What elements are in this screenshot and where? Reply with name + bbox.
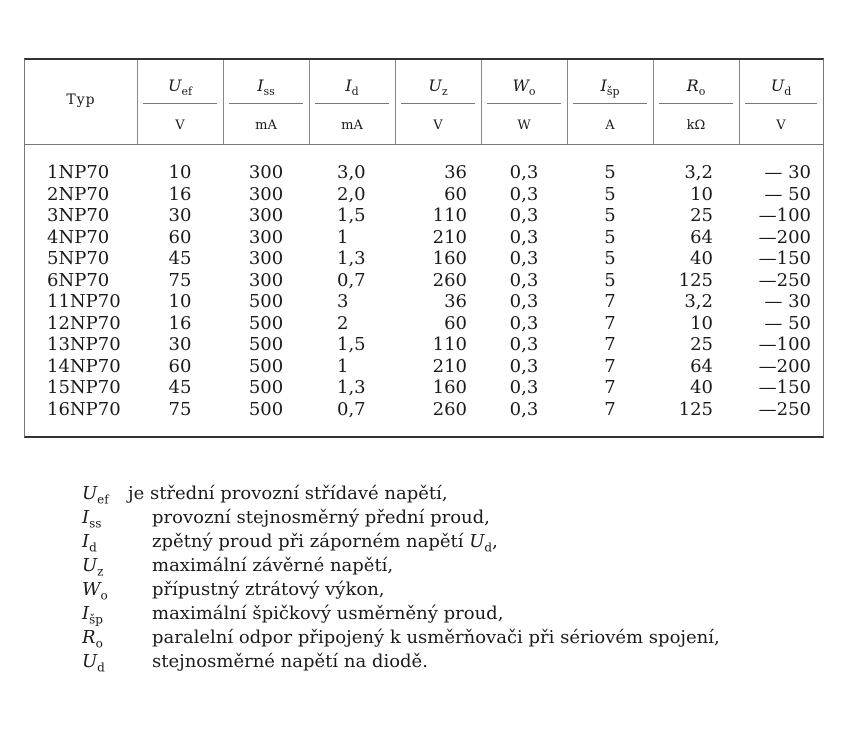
cell-type: 11NP70 [47, 291, 121, 312]
table-cell: — 50 [764, 183, 811, 205]
legend-description [152, 554, 393, 578]
table-cell: 40 [690, 248, 713, 269]
legend-symbol-subscript: d [89, 540, 97, 555]
table-row [25, 184, 825, 205]
column-symbol-letter: U [428, 76, 442, 95]
legend-item [82, 602, 842, 626]
legend-symbol-letter: I [82, 603, 90, 624]
table-cell: 10 [168, 162, 192, 183]
legend-inline-symbol-letter: U [469, 531, 485, 552]
table-cell: 0,3 [509, 291, 539, 312]
column-symbol [223, 75, 309, 97]
column-symbol-letter: U [167, 76, 182, 95]
column-symbol [481, 75, 567, 97]
column-symbol-subscript: o [698, 85, 706, 99]
table-cell: —250 [758, 269, 811, 291]
table-cell: 300 [248, 226, 284, 248]
table-cell: 5 [604, 269, 616, 291]
column-unit: kΩ [686, 118, 706, 133]
column-symbol [653, 75, 739, 97]
column-unit: V [776, 118, 786, 133]
legend-description [152, 626, 720, 650]
column-symbol [309, 75, 395, 97]
column-symbol [739, 75, 823, 97]
table-row [25, 399, 825, 420]
table-cell: 160 [432, 377, 467, 398]
legend-description [152, 650, 428, 674]
legend-description-text: maximální závěrné napětí, [152, 555, 394, 576]
legend-symbol-subscript: o [100, 588, 108, 603]
table-cell: 0,3 [509, 183, 539, 205]
legend-symbol-letter: W [82, 579, 101, 600]
table-cell: 3,2 [684, 291, 713, 312]
column-symbol-letter: I [257, 76, 264, 95]
table-cell: 2,0 [337, 183, 366, 205]
table-cell: 60 [444, 312, 467, 334]
table-cell: 10 [690, 312, 713, 334]
table-cell: 1 [337, 355, 349, 377]
legend-item [82, 530, 842, 554]
cell-type: 15NP70 [47, 377, 121, 398]
column-symbol-subscript: d [351, 85, 359, 99]
table-cell: 16 [168, 312, 192, 334]
symbol-unit-divider [745, 103, 817, 104]
table-cell: 36 [444, 162, 467, 183]
table-row [25, 227, 825, 248]
cell-type: 16NP70 [47, 398, 121, 420]
diode-parameter-table [24, 58, 824, 438]
table-cell: —100 [758, 205, 811, 226]
legend-inline-symbol [469, 531, 493, 555]
table-cell: 0,3 [509, 248, 539, 269]
table-cell: 7 [604, 355, 616, 377]
column-symbol [395, 75, 481, 97]
table-cell: 7 [604, 334, 616, 355]
table-cell: 125 [678, 269, 713, 291]
table-row [25, 291, 825, 312]
table-cell: 0,3 [509, 377, 539, 398]
table-cell: —200 [758, 226, 811, 248]
table-cell: 110 [432, 334, 467, 355]
table-cell: 75 [168, 398, 192, 420]
table-cell: 500 [248, 312, 284, 334]
column-symbol-subscript: o [528, 85, 536, 99]
table-cell: 10 [168, 291, 192, 312]
column-unit: V [175, 118, 185, 133]
legend-item [82, 554, 842, 578]
table-cell: 45 [168, 377, 192, 398]
legend-symbol-letter: U [82, 651, 98, 672]
table-cell: 300 [248, 162, 284, 183]
table-cell: 0,3 [509, 269, 539, 291]
cell-type: 3NP70 [47, 205, 110, 226]
table-cell: 300 [248, 205, 284, 226]
table-cell: 125 [678, 398, 713, 420]
table-cell: 300 [248, 183, 284, 205]
symbol-unit-divider [573, 103, 647, 104]
table-cell: —150 [758, 377, 811, 398]
table-cell: 1,5 [337, 205, 366, 226]
table-cell: —200 [758, 355, 811, 377]
table-cell: 0,3 [509, 226, 539, 248]
cell-type: 6NP70 [47, 269, 110, 291]
table-row [25, 334, 825, 355]
table-cell: 300 [248, 269, 284, 291]
table-cell: 10 [690, 183, 713, 205]
table-cell: 0,3 [509, 162, 539, 183]
column-symbol-subscript: ss [263, 85, 275, 99]
table-cell: 300 [248, 248, 284, 269]
type-column-header: Typ [66, 92, 96, 108]
table-cell: 5 [604, 248, 616, 269]
legend-symbol-letter: R [82, 627, 96, 648]
table-cell: 75 [168, 269, 192, 291]
legend-item [82, 482, 842, 506]
symbol-legend [82, 482, 842, 674]
table-cell: 60 [168, 355, 192, 377]
legend-item [82, 506, 842, 530]
table-cell: 36 [444, 291, 467, 312]
legend-symbol-letter: U [82, 555, 98, 576]
table-cell: 260 [432, 398, 467, 420]
table-cell: 0,3 [509, 398, 539, 420]
table-cell: 5 [604, 205, 616, 226]
legend-description-text: zpětný proud při záporném napětí [152, 531, 464, 552]
legend-symbol-letter: I [82, 531, 90, 552]
table-cell: 260 [432, 269, 467, 291]
table-cell: — 50 [764, 312, 811, 334]
table-cell: 25 [690, 334, 713, 355]
symbol-unit-divider [229, 103, 303, 104]
table-cell: 0,7 [337, 269, 366, 291]
table-cell: 1 [337, 226, 349, 248]
legend-symbol-subscript: ef [97, 492, 109, 507]
table-cell: 7 [604, 291, 616, 312]
legend-symbol-letter: U [82, 483, 98, 504]
table-cell: 64 [690, 355, 713, 377]
legend-inline-symbol-subscript: d [484, 540, 493, 555]
legend-symbol-subscript: o [95, 636, 103, 651]
table-row [25, 313, 825, 334]
table-cell: 45 [168, 248, 192, 269]
cell-type: 13NP70 [47, 334, 121, 355]
legend-symbol-subscript: z [97, 564, 104, 579]
column-symbol-subscript: d [784, 85, 792, 99]
legend-description-tail: , [492, 531, 498, 552]
column-unit: mA [255, 118, 277, 133]
column-symbol [567, 75, 653, 97]
column-symbol-letter: R [686, 76, 699, 95]
table-cell: 1,3 [337, 377, 366, 398]
table-cell: 0,3 [509, 205, 539, 226]
legend-symbol [82, 650, 105, 680]
table-row [25, 356, 825, 377]
cell-type: 12NP70 [47, 312, 121, 334]
table-cell: 500 [248, 334, 284, 355]
table-cell: 7 [604, 312, 616, 334]
cell-type: 1NP70 [47, 162, 110, 183]
column-symbol-letter: U [770, 76, 785, 95]
table-cell: 3 [337, 291, 349, 312]
legend-symbol-subscript: šp [89, 612, 103, 627]
column-symbol-subscript: ef [181, 85, 193, 99]
cell-type: 14NP70 [47, 355, 121, 377]
table-cell: 7 [604, 398, 616, 420]
table-cell: —100 [758, 334, 811, 355]
column-symbol-subscript: šp [606, 85, 620, 99]
column-symbol-letter: I [600, 76, 607, 95]
column-symbol-letter: W [512, 76, 529, 95]
table-cell: 0,7 [337, 398, 366, 420]
table-cell: 60 [444, 183, 467, 205]
legend-symbol-subscript: d [97, 660, 105, 675]
table-row [25, 270, 825, 291]
table-cell: 5 [604, 183, 616, 205]
table-cell: 0,3 [509, 334, 539, 355]
table-cell: 0,3 [509, 355, 539, 377]
table-cell: 500 [248, 377, 284, 398]
table-row [25, 205, 825, 226]
table-cell: 60 [168, 226, 192, 248]
table-cell: 30 [168, 334, 192, 355]
legend-symbol-letter: I [82, 507, 90, 528]
column-symbol-letter: I [345, 76, 352, 95]
symbol-unit-divider [487, 103, 561, 104]
table-cell: 64 [690, 226, 713, 248]
table-cell: 30 [168, 205, 192, 226]
symbol-unit-divider [659, 103, 733, 104]
table-cell: 5 [604, 226, 616, 248]
table-row [25, 377, 825, 398]
column-symbol [137, 75, 223, 97]
symbol-unit-divider [315, 103, 389, 104]
table-cell: 500 [248, 398, 284, 420]
table-cell: 500 [248, 355, 284, 377]
table-cell: 3,0 [337, 162, 366, 183]
table-cell: —250 [758, 398, 811, 420]
legend-item [82, 650, 842, 674]
column-unit: A [605, 118, 615, 133]
legend-description [128, 482, 448, 506]
symbol-unit-divider [143, 103, 217, 104]
legend-item [82, 626, 842, 650]
table-cell: 40 [690, 377, 713, 398]
table-cell: 2 [337, 312, 349, 334]
table-cell: 0,3 [509, 312, 539, 334]
table-row [25, 248, 825, 269]
table-cell: 110 [432, 205, 467, 226]
cell-type: 4NP70 [47, 226, 110, 248]
legend-description-text: je střední provozní střídavé napětí, [128, 483, 448, 504]
cell-type: 5NP70 [47, 248, 110, 269]
table-cell: — 30 [764, 291, 811, 312]
legend-description-text: provozní stejnosměrný přední proud, [152, 507, 490, 528]
legend-description [152, 506, 490, 530]
legend-description-text: přípustný ztrátový výkon, [152, 579, 385, 600]
legend-item [82, 578, 842, 602]
table-cell: 210 [432, 355, 467, 377]
legend-symbol-subscript: ss [89, 516, 102, 531]
cell-type: 2NP70 [47, 183, 110, 205]
header-divider [25, 144, 823, 145]
table-cell: 500 [248, 291, 284, 312]
table-cell: 16 [168, 183, 192, 205]
table-cell: 210 [432, 226, 467, 248]
table-cell: 160 [432, 248, 467, 269]
table-cell: —150 [758, 248, 811, 269]
table-row [25, 162, 825, 183]
column-symbol-subscript: z [441, 85, 448, 99]
column-unit: V [433, 118, 443, 133]
table-cell: 25 [690, 205, 713, 226]
table-cell: 1,3 [337, 248, 366, 269]
symbol-unit-divider [401, 103, 475, 104]
legend-description [152, 602, 503, 626]
legend-description [152, 578, 385, 602]
table-cell: 7 [604, 377, 616, 398]
table-cell: 1,5 [337, 334, 366, 355]
legend-description-text: maximální špičkový usměrněný proud, [152, 603, 504, 624]
table-cell: — 30 [764, 162, 811, 183]
table-cell: 3,2 [684, 162, 713, 183]
column-unit: W [517, 118, 531, 133]
column-unit: mA [341, 118, 363, 133]
table-cell: 5 [604, 162, 616, 183]
legend-description-text: paralelní odpor připojený k usměrňovači při sériovém spojení, [152, 627, 720, 648]
legend-description-text: stejnosměrné napětí na diodě. [152, 651, 428, 672]
